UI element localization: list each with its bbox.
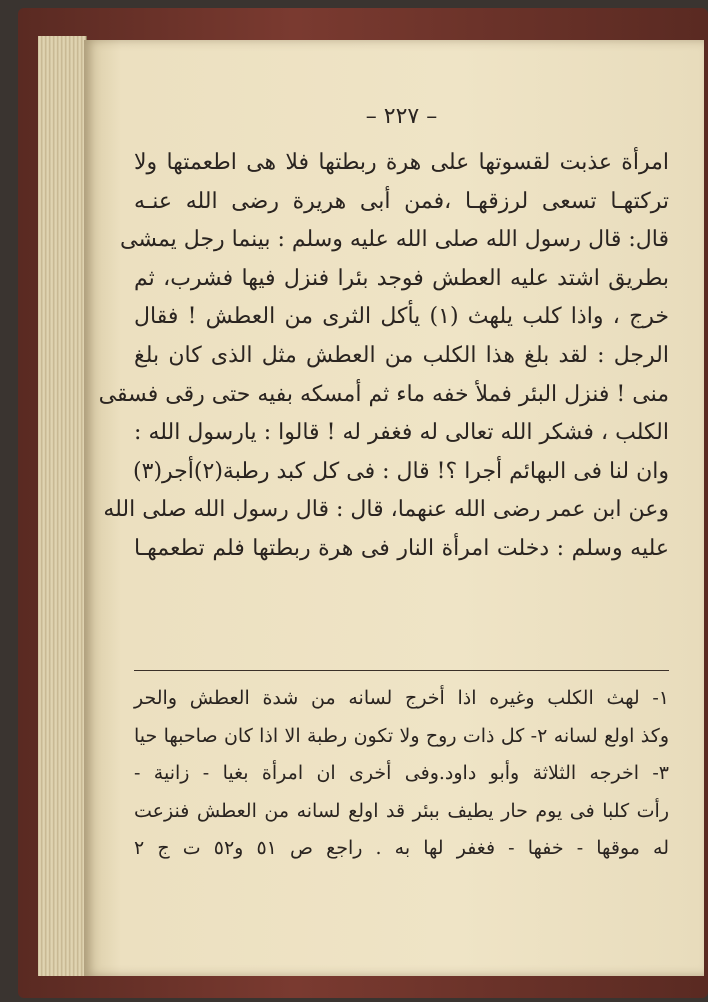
footnote-line: له موقها - خفها - فغفر لها به . راجع ص ٥١ و٥٢ ت ج ٢ [134,837,669,859]
text-line: الرجل : لقد بلغ هذا الكلب من العطش مثل الذى كان بلغ [134,342,669,368]
text-line: بطريق اشتد عليه العطش فوجد بئرا فنزل فيها فشرب، ثم [134,265,669,291]
footnote-divider [134,670,669,671]
page-edges [38,36,87,976]
footnote-line: رأت كلبا فى يوم حار يطيف ببئر قد اولع لسانه من العطش فنزعت [134,799,669,822]
footnote-line: ١- لهث الكلب وغيره اذا أخرج لسانه من شدة العطش والحر [134,687,669,709]
text-line: امرأة عذبت لقسوتها على هرة ربطتها فلا هى اطعمتها ولا [134,150,669,175]
text-line: خرج ، واذا كلب يلهث (١) يأكل الثرى من العطش ! فقال [134,304,670,330]
main-text [98,144,670,569]
text-line: الكلب ، فشكر الله تعالى له فغفر له ! قالوا : يارسول الله : [134,420,669,446]
text-line: تركتهـا تسعى لرزقهـا ،فمن أبى هريرة رضى الله عنـه [134,188,669,214]
footnotes [134,680,669,868]
book-page [84,40,704,976]
text-line: عليه وسلم : دخلت امرأة النار فى هرة ربطتها فلم تطعمهـا [134,535,669,561]
text-line: وعن ابن عمر رضى الله عنهما، قال : قال رسول الله صلى الله [103,497,669,523]
text-line: منى ! فنزل البئر فملأ خفه ماء ثم أمسكه بفيه حتى رقى فسقى [98,381,669,407]
text-line: قال: قال رسول الله صلى الله عليه وسلم : بينما رجل يمشى [120,227,669,253]
page-number: – ٢٢٧ – [365,104,438,129]
footnote-line: وكذ اولع لسانه ٢- كل ذات روح ولا تكون رطبة الا اذا كان صاحبها حيا [134,724,669,747]
footnote-line: ٣- اخرجه الثلاثة وأبو داود.وفى أخرى ان امرأة بغيا - زانية - [134,762,669,784]
text-line: وان لنا فى البهائم أجرا ؟! قال : فى كل كبد رطبة(٢)أجر(٣) [133,458,669,484]
